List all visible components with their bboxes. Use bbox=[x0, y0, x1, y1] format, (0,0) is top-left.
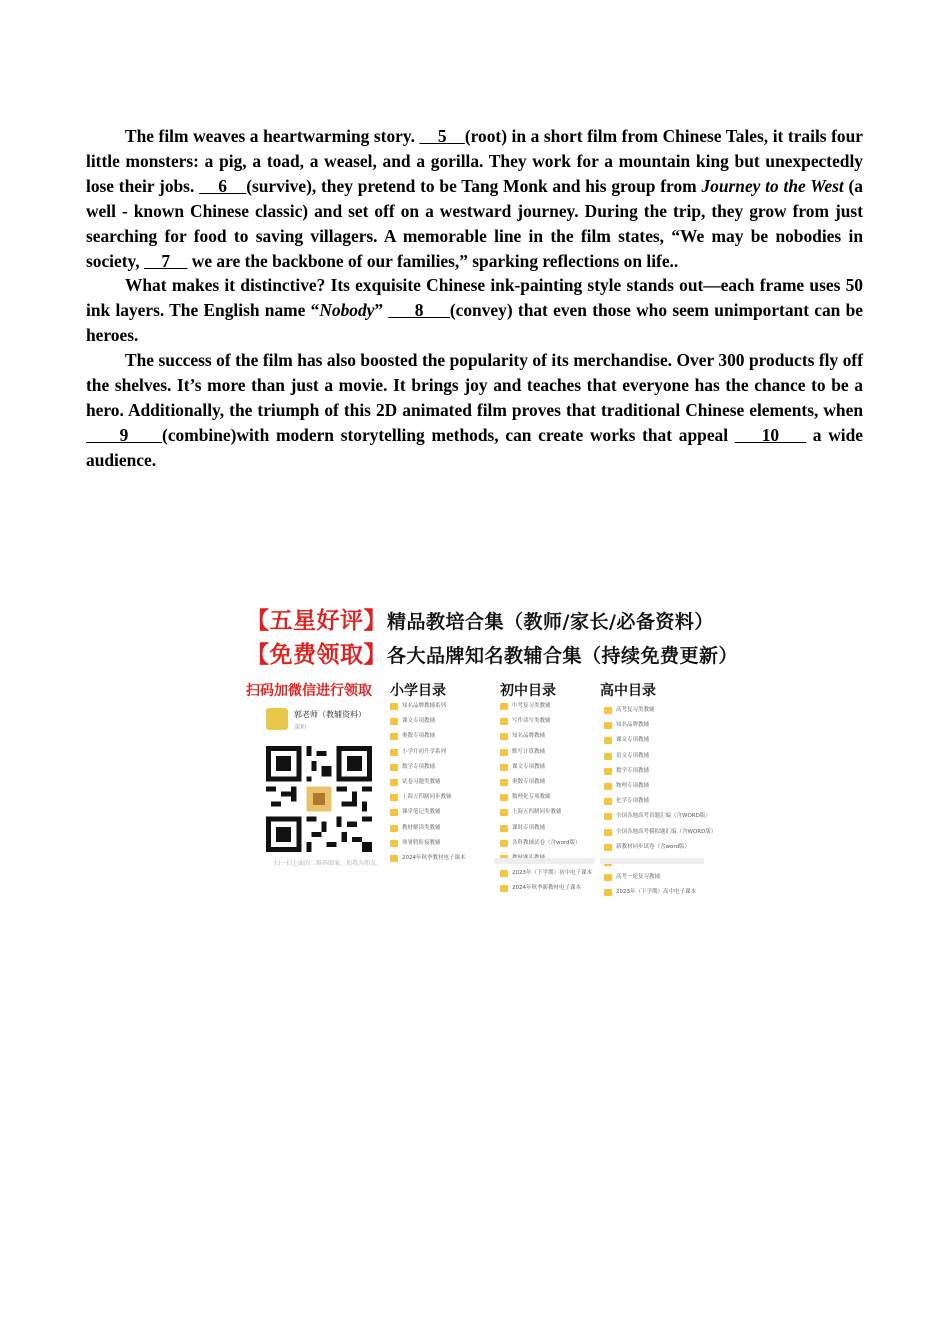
folder-item[interactable] bbox=[604, 812, 716, 827]
folder-icon bbox=[390, 855, 398, 862]
folder-label: 奥数专项教辅 bbox=[402, 733, 436, 740]
folder-label: 课文专项教辅 bbox=[512, 763, 546, 770]
folder-item[interactable] bbox=[390, 748, 466, 763]
folder-item[interactable] bbox=[500, 824, 592, 839]
folder-label: 课时专项教辅 bbox=[512, 824, 546, 831]
promo-line-1-text: 精品教培合集（教师/家长/必备资料） bbox=[387, 611, 714, 633]
junior-file-list bbox=[500, 702, 592, 899]
promo-tag-five-star: 【五星好评】 bbox=[246, 608, 387, 634]
folder-label: 物理专项教辅 bbox=[616, 782, 650, 789]
folder-item[interactable] bbox=[500, 869, 592, 884]
folder-icon bbox=[390, 703, 398, 710]
folder-label: 2024年秋季新教材电子课本 bbox=[512, 885, 581, 892]
folder-icon bbox=[604, 798, 612, 805]
folder-item[interactable] bbox=[500, 808, 592, 823]
promo-line-1 bbox=[246, 602, 714, 635]
text-run: (survive), they pretend to be Tang Monk and his group from bbox=[246, 175, 702, 196]
folder-label: 全国各地高考真题汇编（含WORD版） bbox=[616, 813, 711, 820]
folder-label: 2023年（下学期）高中电子课本 bbox=[616, 889, 696, 896]
folder-label: 2023年（下学期）初中电子课本 bbox=[512, 870, 592, 877]
folder-label: 知名品牌教辅 bbox=[616, 722, 650, 729]
folder-icon bbox=[500, 779, 508, 786]
folder-label: 寒暑假衔接教辅 bbox=[402, 839, 441, 846]
folder-item[interactable] bbox=[604, 706, 716, 721]
folder-item[interactable] bbox=[500, 884, 592, 899]
folder-item[interactable] bbox=[604, 828, 716, 843]
folder-icon bbox=[390, 764, 398, 771]
folder-item[interactable] bbox=[500, 732, 592, 747]
answer-blank[interactable]: 7 bbox=[143, 250, 188, 271]
folder-icon bbox=[604, 874, 612, 881]
paragraph-1 bbox=[86, 124, 863, 273]
folder-item[interactable] bbox=[390, 778, 466, 793]
folder-item[interactable] bbox=[390, 732, 466, 747]
answer-blank[interactable]: 5 bbox=[419, 126, 465, 146]
folder-icon bbox=[390, 840, 398, 847]
folder-icon bbox=[500, 764, 508, 771]
folder-icon bbox=[500, 825, 508, 832]
wechat-name: 郭老师（教辅资料） bbox=[294, 710, 366, 719]
folder-label: 化学专项教辅 bbox=[616, 798, 650, 805]
folder-label: 上海五四制同步教辅 bbox=[402, 794, 452, 801]
folder-item[interactable] bbox=[500, 793, 592, 808]
folder-icon bbox=[390, 794, 398, 801]
passage bbox=[86, 124, 863, 473]
junior-heading: 初中目录 bbox=[500, 683, 556, 699]
folder-item[interactable] bbox=[604, 736, 716, 751]
folder-item[interactable] bbox=[604, 888, 716, 903]
folder-icon bbox=[500, 885, 508, 892]
list-fade bbox=[494, 858, 594, 864]
folder-label: 奥数专项教辅 bbox=[512, 778, 546, 785]
folder-label: 2024年秋季教材电子课本 bbox=[402, 854, 466, 861]
senior-file-list bbox=[604, 706, 716, 903]
text-run: a wide audience. bbox=[86, 424, 864, 470]
folder-icon bbox=[500, 840, 508, 847]
folder-item[interactable] bbox=[604, 797, 716, 812]
folder-label: 中考复习类教辅 bbox=[512, 703, 551, 709]
wechat-location: 深圳 bbox=[294, 724, 307, 731]
folder-label: 知名品牌教辅 bbox=[512, 733, 546, 740]
folder-item[interactable] bbox=[604, 843, 716, 858]
folder-icon bbox=[500, 809, 508, 816]
folder-icon bbox=[390, 825, 398, 832]
folder-icon bbox=[500, 703, 508, 710]
text-run: we are the backbone of our families,” sparking reflections on life.. bbox=[187, 250, 679, 271]
italic-title: Nobody bbox=[319, 300, 375, 321]
folder-label: 高考复习类教辅 bbox=[616, 707, 655, 713]
answer-blank[interactable]: 8 bbox=[388, 300, 450, 321]
folder-icon bbox=[604, 889, 612, 896]
folder-label: 课文专项教辅 bbox=[402, 718, 436, 725]
avatar bbox=[266, 708, 288, 730]
folder-item[interactable] bbox=[604, 782, 716, 797]
folder-item[interactable] bbox=[390, 793, 466, 808]
answer-blank[interactable]: 6 bbox=[199, 175, 247, 196]
folder-label: 课文专项教辅 bbox=[616, 737, 650, 744]
text-run: (combine)with modern storytelling methods, can create works that appeal bbox=[162, 424, 735, 445]
folder-icon bbox=[390, 733, 398, 740]
answer-blank[interactable]: 9 bbox=[86, 424, 163, 445]
folder-label: 默写计算教辅 bbox=[512, 748, 546, 755]
folder-icon bbox=[604, 829, 612, 836]
folder-label: 语文专项教辅 bbox=[616, 752, 650, 759]
folder-icon bbox=[390, 779, 398, 786]
folder-label: 高考一轮复习教辅 bbox=[616, 874, 661, 881]
text-run: (root) in a short film from Chinese Tales, it trails four little monsters: a pig, a toad, a weasel, and a gorilla. They work for a mountain king but unexpectedly lose their jobs. bbox=[86, 126, 863, 196]
folder-icon bbox=[604, 844, 612, 851]
folder-icon bbox=[604, 768, 612, 775]
list-fade bbox=[600, 858, 704, 864]
senior-heading: 高中目录 bbox=[600, 683, 656, 699]
folder-item[interactable] bbox=[500, 839, 592, 854]
primary-file-list bbox=[390, 702, 466, 869]
paragraph-2 bbox=[86, 273, 863, 348]
folder-icon bbox=[500, 794, 508, 801]
folder-icon bbox=[500, 870, 508, 877]
folder-item[interactable] bbox=[500, 702, 592, 717]
folder-label: 全国各地高考模拟题汇编（含WORD版） bbox=[616, 828, 717, 835]
folder-label: 新教材同步试卷（含word版） bbox=[616, 843, 691, 850]
promo-tag-free: 【免费领取】 bbox=[246, 642, 387, 668]
folder-label: 教材解读类教辅 bbox=[402, 824, 441, 831]
answer-blank[interactable]: 10 bbox=[734, 424, 807, 445]
primary-heading: 小学目录 bbox=[390, 683, 446, 699]
folder-icon bbox=[500, 718, 508, 725]
folder-icon bbox=[500, 733, 508, 740]
folder-label: 课堂笔记类教辅 bbox=[402, 809, 441, 816]
promo-banner[interactable] bbox=[244, 600, 739, 896]
text-run: The success of the film has also boosted the popularity of its merchandise. Over 300 products fly off the shelves. It’s more than just a movie. It brings joy and teaches that everyone has the chance to be a hero. Additionally, the triumph of this 2D animated film proves that traditional Chinese elements, when bbox=[86, 350, 863, 420]
text-run: The film weaves a heartwarming story. bbox=[125, 126, 420, 146]
folder-icon bbox=[604, 707, 612, 714]
folder-label: 数学专项教辅 bbox=[616, 767, 650, 774]
folder-icon bbox=[604, 753, 612, 760]
folder-label: 写作读写类教辅 bbox=[512, 718, 551, 725]
folder-item[interactable] bbox=[500, 717, 592, 732]
folder-item[interactable] bbox=[390, 854, 466, 869]
folder-label: 上海五四制同步教辅 bbox=[512, 809, 562, 816]
folder-label: 试卷习题类教辅 bbox=[402, 778, 441, 785]
scan-label: 扫码加微信进行领取 bbox=[246, 683, 372, 699]
folder-icon bbox=[604, 722, 612, 729]
folder-label: 各科教辅试卷（含word版） bbox=[512, 839, 581, 846]
qr-code-icon[interactable] bbox=[266, 746, 372, 852]
text-run: What makes it distinctive? Its exquisite Chinese ink-painting style stands out—each frame uses 50 ink layers. The English name “ bbox=[86, 275, 863, 321]
folder-item[interactable] bbox=[390, 763, 466, 778]
folder-item[interactable] bbox=[604, 873, 716, 888]
qr-note: 扫一扫上面的二维码图案，加我为朋友。 bbox=[274, 860, 383, 867]
folder-icon bbox=[390, 718, 398, 725]
text-run: (a well - known Chinese classic) and set off on a westward journey. During the trip, they grow from just searching for food to saving villagers. A memorable line in the film states, “We may be nobodies in society, bbox=[86, 175, 863, 271]
italic-title: Journey to the West bbox=[701, 175, 844, 196]
folder-item[interactable] bbox=[604, 752, 716, 767]
folder-label: 知名品牌教辅系列 bbox=[402, 703, 447, 709]
folder-label: 数理化专项教辅 bbox=[512, 794, 551, 801]
folder-icon bbox=[500, 749, 508, 756]
folder-label: 数学专项教辅 bbox=[402, 763, 436, 770]
folder-item[interactable] bbox=[500, 778, 592, 793]
folder-icon bbox=[604, 813, 612, 820]
promo-line-2-text: 各大品牌知名教辅合集（持续免费更新） bbox=[387, 645, 739, 667]
folder-item[interactable] bbox=[390, 824, 466, 839]
folder-icon bbox=[604, 737, 612, 744]
folder-icon bbox=[390, 749, 398, 756]
promo-line-2 bbox=[246, 636, 738, 669]
folder-icon bbox=[390, 809, 398, 816]
paragraph-3 bbox=[86, 348, 863, 473]
text-run: ” bbox=[374, 300, 389, 321]
folder-item[interactable] bbox=[500, 763, 592, 778]
folder-item[interactable] bbox=[604, 721, 716, 736]
folder-item[interactable] bbox=[390, 808, 466, 823]
folder-item[interactable] bbox=[604, 767, 716, 782]
folder-icon bbox=[604, 783, 612, 790]
folder-item[interactable] bbox=[390, 702, 466, 717]
folder-item[interactable] bbox=[390, 839, 466, 854]
folder-label: 小学升初升学系列 bbox=[402, 748, 447, 755]
text-run: (convey) that even those who seem unimportant can be heroes. bbox=[86, 300, 864, 346]
wechat-card bbox=[266, 706, 386, 736]
folder-item[interactable] bbox=[500, 748, 592, 763]
folder-item[interactable] bbox=[390, 717, 466, 732]
